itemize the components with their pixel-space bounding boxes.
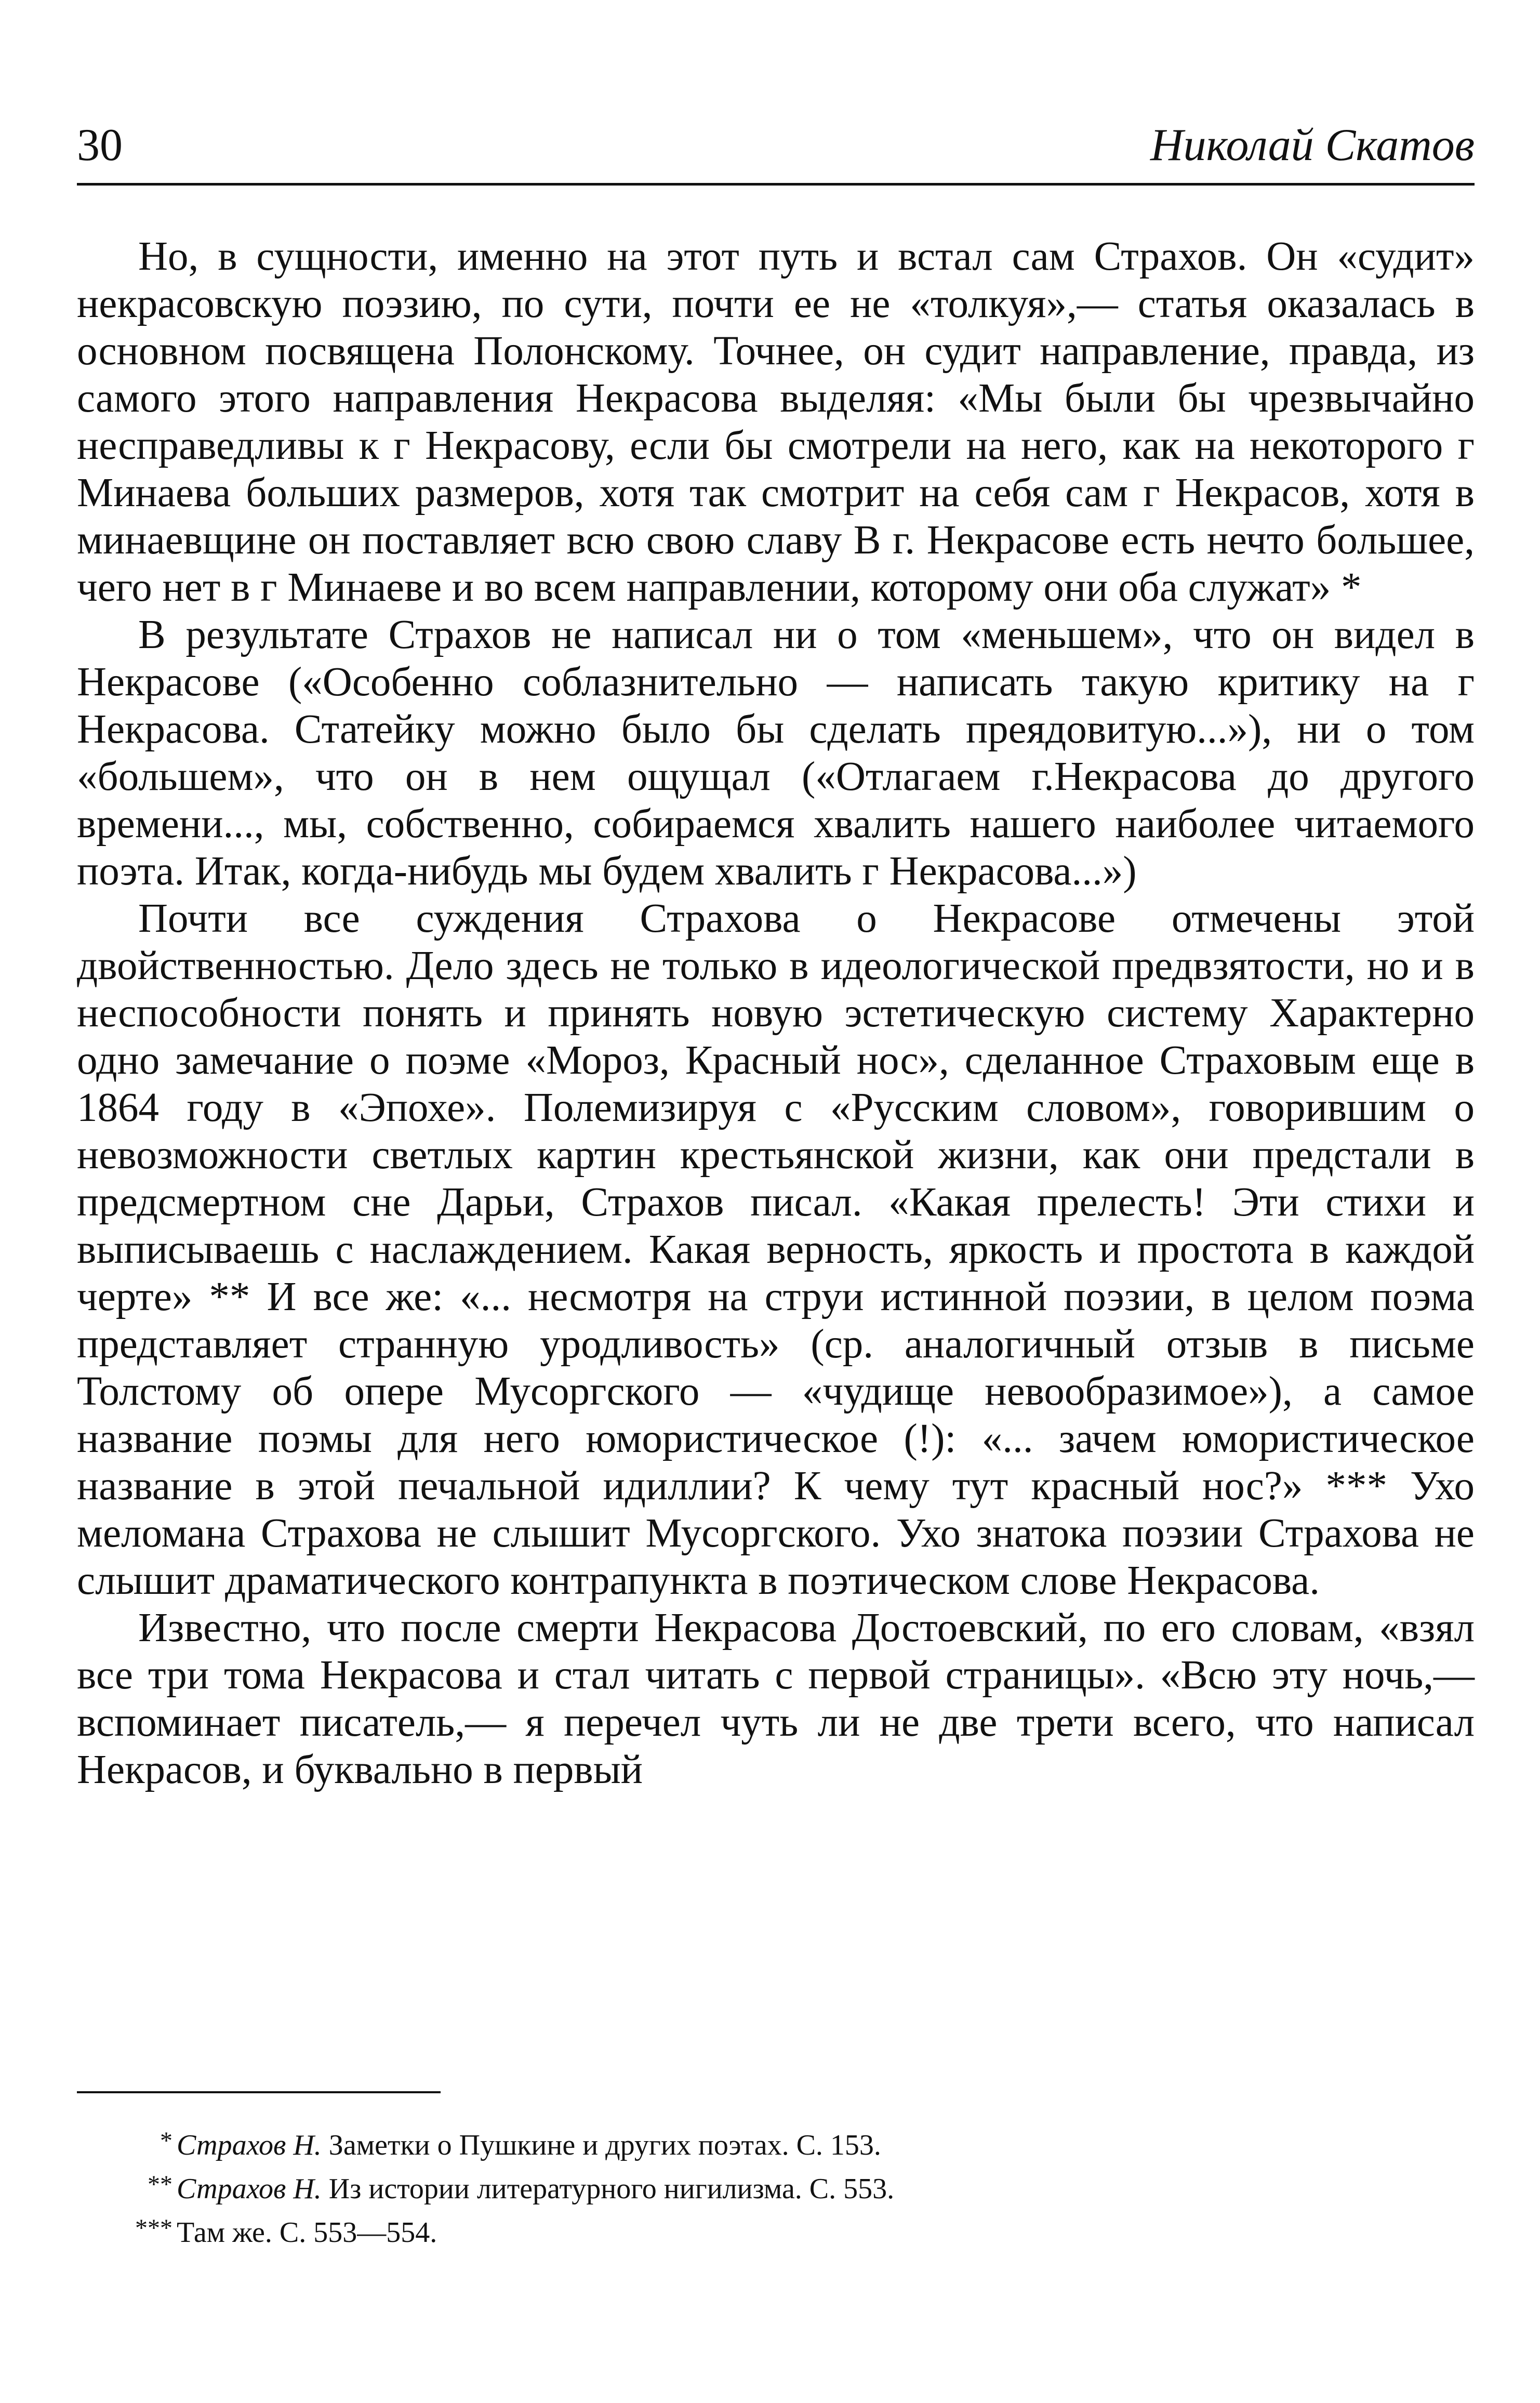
page-header	[77, 121, 1475, 170]
footnote-mark: **	[148, 2171, 172, 2198]
footnote-author: Страхов Н.	[177, 2173, 322, 2205]
main-text	[77, 233, 1475, 1793]
header-rule	[77, 183, 1475, 186]
paragraph-1: Но, в сущности, именно на этот путь и встал сам Страхов. Он «судит» некрасовскую поэзию, по сути, почти ее не «толкуя»,— статья оказалась в основном посвящена Полонскому. Точнее, он судит направление, правда, из самого этого направления Некрасова выделяя: «Мы были бы чрезвычайно несправедливы к г Некрасову, если бы смотрели на него, как на некоторого г Минаева больших размеров, хотя так смотрит на себя сам г Некрасов, хотя в минаевщине он поставляет всю свою славу В г. Некрасове есть нечто большее, чего нет в г Минаеве и во всем направлении, которому они оба служат» *	[77, 234, 1475, 610]
footnote-1	[114, 2123, 1382, 2167]
footnote-mark: *	[160, 2127, 172, 2155]
footnote-text: Заметки о Пушкине и других поэтах. С. 153.	[328, 2129, 881, 2161]
footnote-author: Страхов Н.	[177, 2129, 322, 2161]
running-title: Николай Скатов	[1150, 120, 1475, 170]
footnote-mark: ***	[135, 2214, 172, 2242]
footnotes	[114, 2123, 1382, 2254]
footnote-text: Там же. С. 553—554.	[177, 2216, 437, 2249]
paragraph-4: Известно, что после смерти Некрасова Достоевский, по его словам, «взял все три тома Некрасова и стал читать с первой страницы». «Всю эту ночь,— вспоминает писатель,— я перечел чуть ли не две трети всего, что написал Некрасов, и буквально в первый	[77, 1605, 1475, 1792]
footnote-3	[114, 2211, 1382, 2254]
paragraph-2: В результате Страхов не написал ни о том «меньшем», что он видел в Некрасове («Особенно соблазнительно — написать такую критику на г Некрасова. Статейку можно было бы сделать преядовитую...»), ни о том «большем», что он в нем ощущал («Отлагаем г.Некрасова до другого времени..., мы, собственно, собираемся хвалить нашего наиболее читаемого поэта. Итак, когда-нибудь мы будем хвалить г Некрасова...»)	[77, 612, 1475, 894]
footnote-text: Из истории литературного нигилизма. С. 553.	[328, 2173, 895, 2205]
paragraph-3: Почти все суждения Страхова о Некрасове отмечены этой двойственностью. Дело здесь не только в идеологической предвзятости, но и в неспособности понять и принять новую эстетическую систему Характерно одно замечание о поэме «Мороз, Красный нос», сделанное Страховым еще в 1864 году в «Эпохе». Полемизируя с «Русским словом», говорившим о невозможности светлых картин крестьянской жизни, как они предстали в предсмертном сне Дарьи, Страхов писал. «Какая прелесть! Эти стихи и выписываешь с наслаждением. Какая верность, яркость и простота в каждой черте» ** И все же: «... несмотря на струи истинной поэзии, в целом поэма представляет странную уродливость» (ср. аналогичный отзыв в письме Толстому об опере Мусоргского — «чудище невообразимое»), а самое название поэмы для него юмористическое (!): «... зачем юмористическое название в этой печальной идиллии? К чему тут красный нос?» *** Ухо меломана Страхова не слышит Мусоргского. Ухо знатока поэзии Страхова не слышит драматического контрапункта в поэтическом слове Некрасова.	[77, 896, 1475, 1603]
footnote-2	[114, 2167, 1382, 2211]
footnote-separator	[77, 2091, 441, 2093]
page-number: 30	[77, 120, 123, 170]
